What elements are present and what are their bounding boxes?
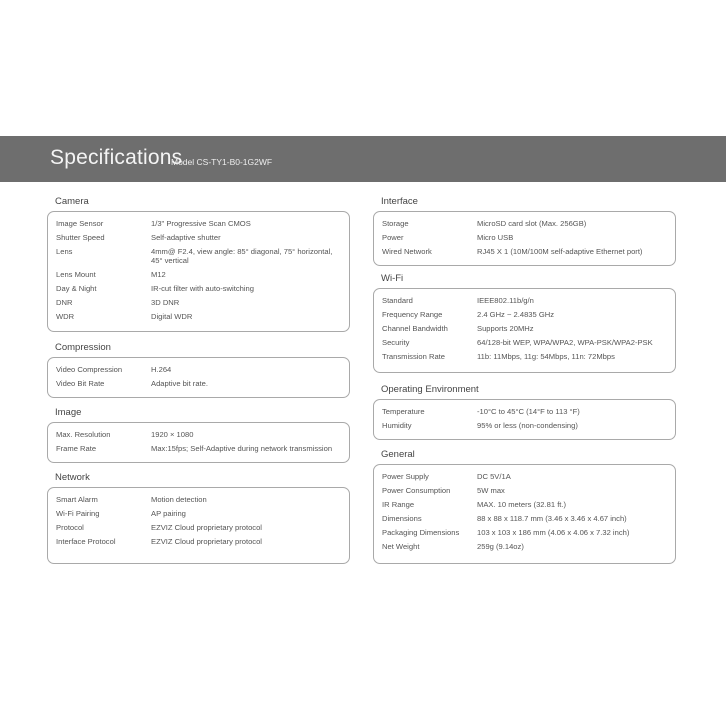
section-image: [47, 407, 350, 463]
section-compression: [47, 342, 350, 398]
spec-value: 95% or less (non-condensing): [477, 420, 578, 430]
spec-row: [48, 362, 349, 376]
spec-value: DC 5V/1A: [477, 471, 511, 481]
spec-value: 2.4 GHz ~ 2.4835 GHz: [477, 309, 555, 319]
section-general: [373, 449, 676, 564]
spec-row: [48, 520, 349, 534]
spec-box: [373, 288, 676, 373]
spec-row: [48, 216, 349, 230]
spec-row: [374, 418, 675, 432]
spec-row: [374, 483, 675, 497]
spec-row: [374, 216, 675, 230]
section-title: Interface: [381, 196, 418, 207]
spec-value: EZVIZ Cloud proprietary protocol: [151, 522, 262, 532]
spec-label: Wi-Fi Pairing: [56, 508, 100, 518]
spec-row: [48, 281, 349, 295]
spec-row: [48, 244, 349, 267]
spec-row: [374, 349, 675, 363]
spec-value: IEEE802.11b/g/n: [477, 295, 534, 305]
section-interface: [373, 196, 676, 266]
spec-row: [48, 230, 349, 244]
spec-value: Micro USB: [477, 232, 514, 242]
spec-value: 259g (9.14oz): [477, 541, 524, 551]
spec-label: Storage: [382, 218, 409, 228]
spec-value: RJ45 X 1 (10M/100M self-adaptive Ethernet port): [477, 246, 643, 256]
spec-label: Transmission Rate: [382, 351, 446, 361]
spec-label: Lens: [56, 246, 73, 256]
spec-label: Standard: [382, 295, 413, 305]
spec-row: [374, 539, 675, 553]
spec-row: [374, 497, 675, 511]
spec-value: 88 x 88 x 118.7 mm (3.46 x 3.46 x 4.67 inch): [477, 513, 627, 523]
spec-box: [373, 399, 676, 440]
spec-box: [47, 357, 350, 398]
spec-label: Image Sensor: [56, 218, 104, 228]
section-title: Image: [55, 407, 82, 418]
spec-value: 5W max: [477, 485, 505, 495]
spec-value: 4mm@ F2.4, view angle: 85° diagonal, 75° horizontal, 45° vertical: [151, 246, 333, 265]
spec-row: [48, 534, 349, 548]
spec-row: [374, 244, 675, 258]
spec-label: Frequency Range: [382, 309, 443, 319]
spec-value: IR-cut filter with auto-switching: [151, 283, 254, 293]
spec-value: 103 x 103 x 186 mm (4.06 x 4.06 x 7.32 inch): [477, 527, 630, 537]
spec-row: [48, 295, 349, 309]
spec-box: [373, 464, 676, 564]
section-title: Operating Environment: [381, 384, 479, 395]
spec-value: Self-adaptive shutter: [151, 232, 221, 242]
spec-value: MAX. 10 meters (32.81 ft.): [477, 499, 567, 509]
spec-row: [48, 506, 349, 520]
spec-row: [374, 404, 675, 418]
section-network: [47, 472, 350, 564]
spec-value: 3D DNR: [151, 297, 180, 307]
model-number: Model CS-TY1-B0-1G2WF: [171, 157, 273, 167]
spec-value: AP pairing: [151, 508, 186, 518]
spec-label: IR Range: [382, 499, 415, 509]
spec-value: 1/3" Progressive Scan CMOS: [151, 218, 251, 228]
spec-label: Humidity: [382, 420, 412, 430]
spec-row: [48, 267, 349, 281]
spec-value: Digital WDR: [151, 311, 193, 321]
section-wifi: [373, 273, 676, 373]
spec-label: Frame Rate: [56, 443, 97, 453]
spec-label: Power Supply: [382, 471, 429, 481]
spec-box: [47, 487, 350, 564]
spec-label: Protocol: [56, 522, 84, 532]
spec-label: Day & Night: [56, 283, 97, 293]
spec-row: [374, 511, 675, 525]
section-title: Compression: [55, 342, 111, 353]
spec-row: [374, 335, 675, 349]
spec-row: [374, 293, 675, 307]
section-title: Network: [55, 472, 90, 483]
section-operating-environment: [373, 384, 676, 440]
spec-box: [47, 422, 350, 463]
spec-label: Security: [382, 337, 410, 347]
spec-row: [48, 309, 349, 323]
spec-label: Shutter Speed: [56, 232, 105, 242]
spec-row: [48, 427, 349, 441]
section-title: Camera: [55, 196, 89, 207]
spec-label: Max. Resolution: [56, 429, 111, 439]
spec-row: [374, 230, 675, 244]
spec-row: [48, 376, 349, 390]
spec-box: [373, 211, 676, 266]
spec-value: M12: [151, 269, 166, 279]
spec-label: WDR: [56, 311, 75, 321]
spec-value: Motion detection: [151, 494, 207, 504]
spec-row: [374, 525, 675, 539]
spec-value: 64/128-bit WEP, WPA/WPA2, WPA-PSK/WPA2-PSK: [477, 337, 653, 347]
spec-value: 11b: 11Mbps, 11g: 54Mbps, 11n: 72Mbps: [477, 351, 615, 361]
spec-row: [374, 469, 675, 483]
spec-value: 1920 × 1080: [151, 429, 194, 439]
spec-row: [48, 492, 349, 506]
spec-label: Net Weight: [382, 541, 420, 551]
spec-label: DNR: [56, 297, 73, 307]
spec-label: Channel Bandwidth: [382, 323, 448, 333]
spec-value: -10°C to 45°C (14°F to 113 °F): [477, 406, 580, 416]
spec-row: [374, 307, 675, 321]
spec-box: [47, 211, 350, 332]
section-camera: [47, 196, 350, 332]
spec-label: Smart Alarm: [56, 494, 98, 504]
spec-label: Power Consumption: [382, 485, 451, 495]
spec-label: Video Compression: [56, 364, 123, 374]
spec-label: Wired Network: [382, 246, 432, 256]
section-title: Wi-Fi: [381, 273, 404, 284]
spec-label: Packaging Dimensions: [382, 527, 460, 537]
spec-label: Video Bit Rate: [56, 378, 105, 388]
section-title: General: [381, 449, 415, 460]
spec-label: Dimensions: [382, 513, 422, 523]
spec-value: Supports 20MHz: [477, 323, 534, 333]
spec-label: Power: [382, 232, 404, 242]
spec-value: H.264: [151, 364, 172, 374]
spec-value: MicroSD card slot (Max. 256GB): [477, 218, 587, 228]
spec-row: [48, 441, 349, 455]
spec-value: EZVIZ Cloud proprietary protocol: [151, 536, 262, 546]
spec-value: Max:15fps; Self-Adaptive during network transmission: [151, 443, 333, 453]
spec-value: Adaptive bit rate.: [151, 378, 208, 388]
spec-row: [374, 321, 675, 335]
spec-label: Lens Mount: [56, 269, 96, 279]
page-title: Specifications: [50, 146, 183, 169]
spec-label: Interface Protocol: [56, 536, 116, 546]
header-banner: [0, 136, 726, 182]
spec-label: Temperature: [382, 406, 425, 416]
